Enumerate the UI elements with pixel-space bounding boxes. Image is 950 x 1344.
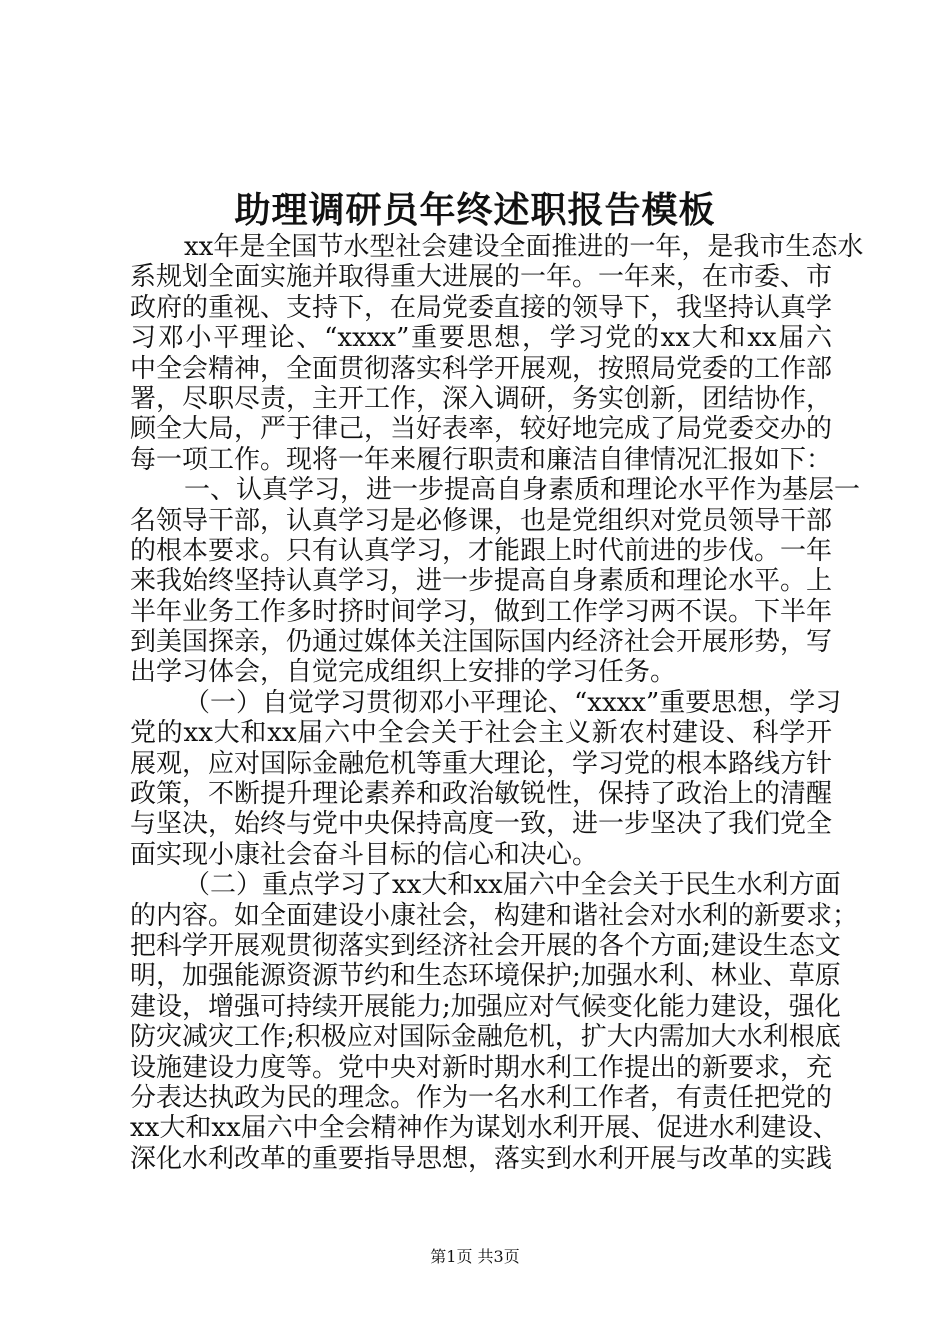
text-line: 分表达执政为民的理念。作为一名水利工作者，有责任把党的 [130,1082,833,1113]
text-line: 系规划全面实施并取得重大进展的一年。一年来，在市委、市 [130,262,833,293]
text-line: 政策，不断提升理论素养和政治敏锐性，保持了政治上的清醒 [130,779,833,810]
text-line: 每一项工作。现将一年来履行职责和廉洁自律情况汇报如下： [130,444,833,475]
text-line: 习邓小平理论、“xxxx”重要思想，学习党的xx大和xx届六 [130,323,832,354]
text-line: 来我始终坚持认真学习，进一步提高自身素质和理论水平。上 [130,566,833,597]
text-line: 设施建设力度等。党中央对新时期水利工作提出的新要求，充 [130,1052,833,1083]
page-footer: 第1页 共3页 [430,1247,520,1266]
text-line: 署，尽职尽责，主开工作，深入调研，务实创新，团结协作， [130,383,833,414]
text-line: 顾全大局，严于律己，当好表率，较好地完成了局党委交办的 [130,414,833,445]
text-line: （二）重点学习了xx大和xx届六中全会关于民生水利方面 [184,870,841,901]
text-line: 名领导干部，认真学习是必修课，也是党组织对党员领导干部 [130,505,833,536]
text-line: 到美国探亲，仍通过媒体关注国际国内经济社会开展形势，写 [130,627,833,658]
document-body [130,232,864,1174]
paragraph [130,232,864,475]
text-line: 出学习体会，自觉完成组织上安排的学习任务。 [130,657,677,688]
text-line: 一、认真学习，进一步提高自身素质和理论水平作为基层一 [184,475,861,506]
text-line: 的根本要求。只有认真学习，才能跟上时代前进的步伐。一年 [130,535,833,566]
text-line: 与坚决，始终与党中央保持高度一致，进一步坚决了我们党全 [130,809,833,840]
text-line: （一）自觉学习贯彻邓小平理论、“xxxx”重要思想，学习 [184,687,842,718]
text-line: 明，加强能源资源节约和生态环境保护;加强水利、林业、草原 [130,961,841,992]
text-line: 中全会精神，全面贯彻落实科学开展观，按照局党委的工作部 [130,353,833,384]
text-line: 建设，增强可持续开展能力;加强应对气候变化能力建设，强化 [130,991,841,1022]
text-line: 半年业务工作多时挤时间学习，做到工作学习两不误。下半年 [130,596,833,627]
text-line: 党的xx大和xx届六中全会关于社会主义新农村建设、科学开 [130,718,832,749]
text-line: 面实现小康社会奋斗目标的信心和决心。 [130,839,599,870]
text-line: 政府的重视、支持下，在局党委直接的领导下，我坚持认真学 [130,292,833,323]
paragraph [130,870,859,1174]
text-line: 深化水利改革的重要指导思想，落实到水利开展与改革的实践 [130,1143,833,1174]
text-line: 展观，应对国际金融危机等重大理论，学习党的根本路线方针 [130,748,833,779]
paragraph [130,475,861,688]
text-line: 的内容。如全面建设小康社会，构建和谐社会对水利的新要求； [130,900,859,931]
text-line: 防灾减灾工作;积极应对国际金融危机，扩大内需加大水利根底 [130,1022,841,1053]
text-line: 把科学开展观贯彻落实到经济社会开展的各个方面;建设生态文 [130,930,841,961]
text-line: xx年是全国节水型社会建设全面推进的一年，是我市生态水 [184,232,864,262]
paragraph [130,687,842,870]
text-line: xx大和xx届六中全会精神作为谋划水利开展、促进水利建设、 [130,1113,839,1144]
document-title: 助理调研员年终述职报告模板 [234,190,716,231]
